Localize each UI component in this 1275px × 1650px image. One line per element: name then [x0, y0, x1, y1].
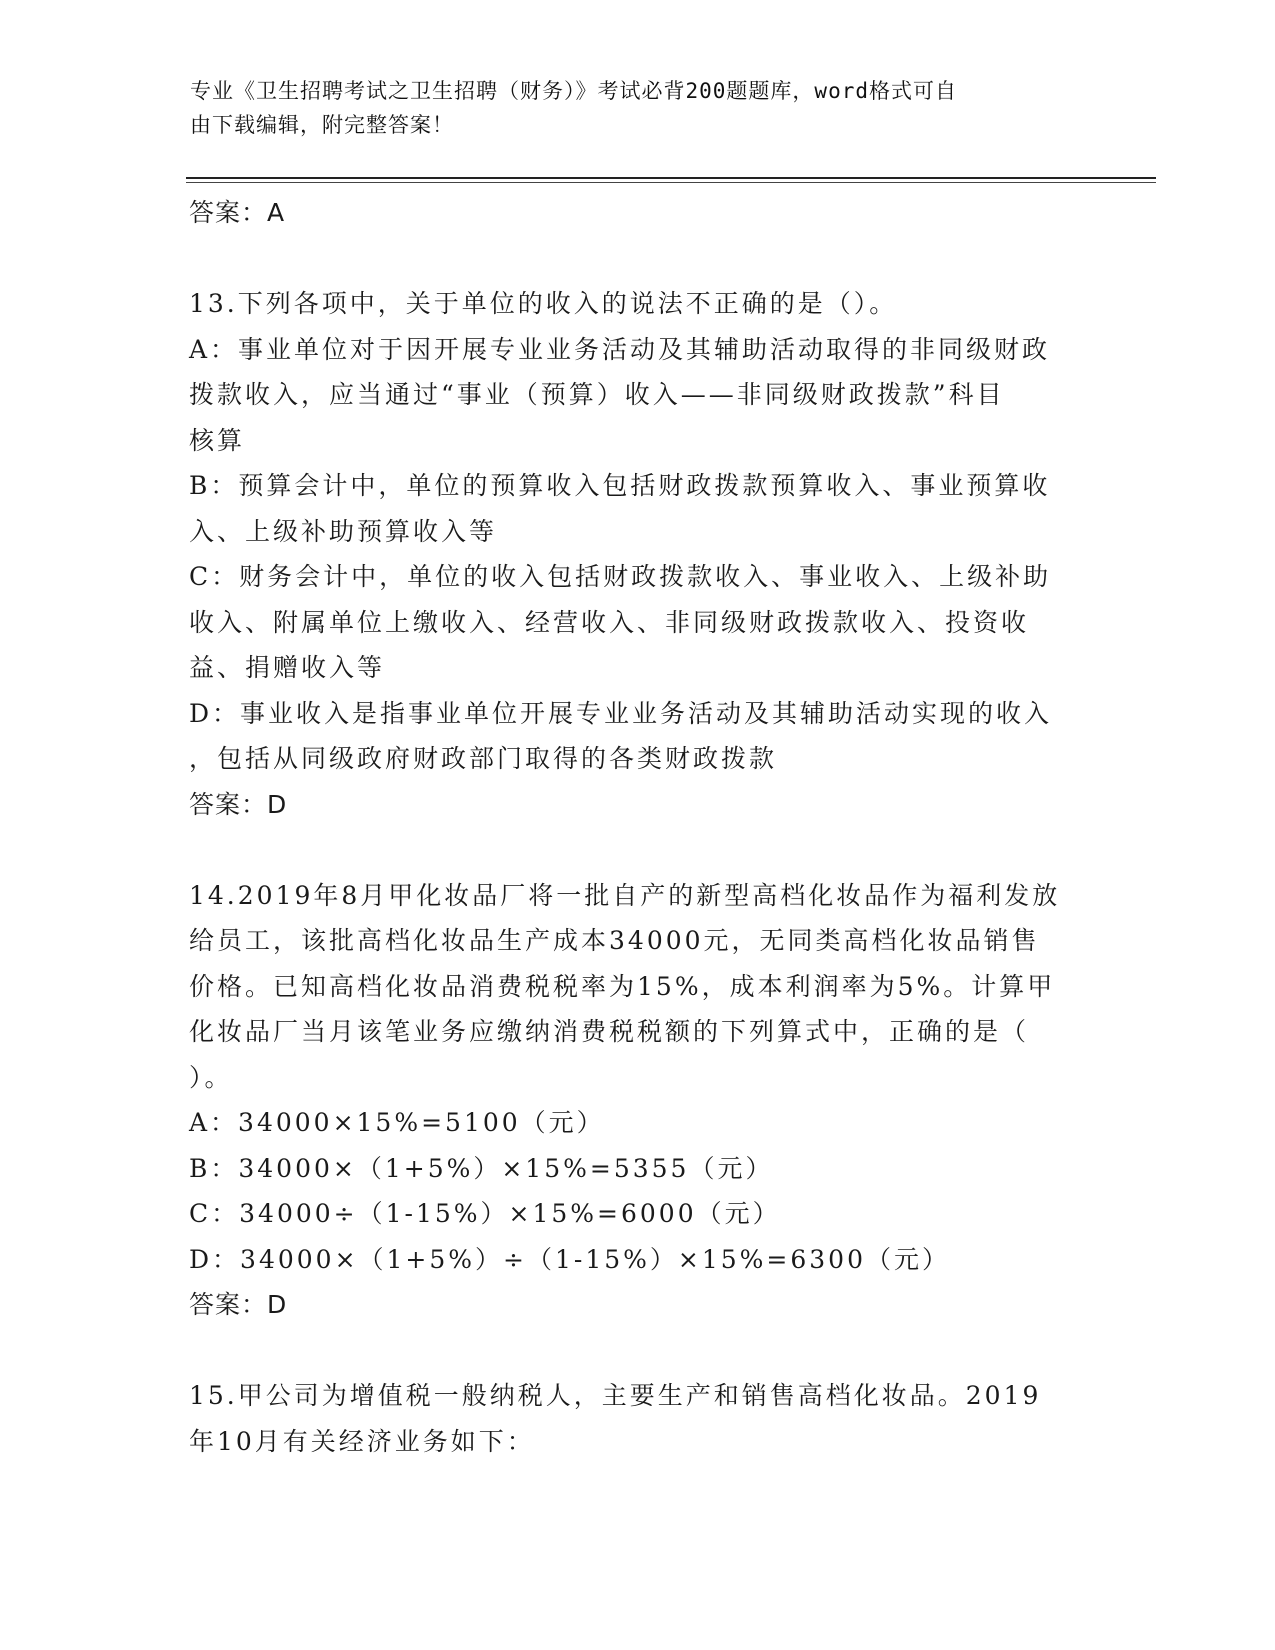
document-body	[189, 190, 1089, 1464]
question-13-option-d	[189, 691, 1089, 782]
question-14-answer: 答案：D	[189, 1290, 288, 1319]
header-line-2: 由下载编辑，附完整答案！	[190, 113, 454, 137]
spacer	[189, 1328, 1089, 1374]
header-divider-thin	[186, 182, 1156, 183]
header-divider-thick	[186, 177, 1156, 179]
question-13-option-c	[189, 554, 1089, 691]
stem-line: 年10月有关经济业务如下：	[189, 1426, 535, 1456]
stem-line: ）。	[189, 1062, 233, 1092]
answer-previous-question: 答案：A	[189, 198, 286, 227]
option-line: 益、捐赠收入等	[189, 653, 386, 682]
option-line: C：财务会计中，单位的收入包括财政拨款收入、事业收入、上级补助	[189, 562, 1052, 591]
option-line: ，包括从同级政府财政部门取得的各类财政拨款	[189, 744, 778, 773]
question-13-option-b	[189, 463, 1089, 554]
question-13	[189, 281, 1089, 827]
question-14-stem	[189, 873, 1089, 1101]
question-14-option-d: D：34000×（1+5%）÷（1-15%）×15%=6300（元）	[189, 1244, 950, 1274]
spacer	[189, 236, 1089, 282]
stem-line: 化妆品厂当月该笔业务应缴纳消费税税额的下列算式中，正确的是（	[189, 1017, 1030, 1046]
stem-line: 给员工，该批高档化妆品生产成本34000元，无同类高档化妆品销售	[189, 926, 1040, 955]
header-line-1: 专业《卫生招聘考试之卫生招聘（财务）》考试必背200题题库，word格式可自	[190, 79, 957, 103]
question-14-option-c: C：34000÷（1-15%）×15%=6000（元）	[189, 1199, 781, 1228]
stem-line: 15.甲公司为增值税一般纳税人，主要生产和销售高档化妆品。2019	[189, 1381, 1042, 1410]
option-line: D：事业收入是指事业单位开展专业业务活动及其辅助活动实现的收入	[189, 698, 1053, 728]
stem-line: 14.2019年8月甲化妆品厂将一批自产的新型高档化妆品作为福利发放	[189, 880, 1061, 910]
option-line: 入、上级补助预算收入等	[189, 516, 498, 546]
question-13-stem: 13.下列各项中，关于单位的收入的说法不正确的是（）。	[189, 289, 898, 318]
question-15	[189, 1373, 1089, 1464]
question-13-answer: 答案：D	[189, 789, 288, 819]
option-line: A：事业单位对于因开展专业业务活动及其辅助活动取得的非同级财政	[189, 334, 1051, 364]
question-13-option-a	[189, 327, 1089, 464]
option-line: B：预算会计中，单位的预算收入包括财政拨款预算收入、事业预算收	[189, 471, 1051, 500]
question-14	[189, 873, 1089, 1328]
option-line: 拨款收入，应当通过“事业（预算）收入——非同级财政拨款”科目	[189, 380, 1005, 409]
option-line: 收入、附属单位上缴收入、经营收入、非同级财政拨款收入、投资收	[189, 607, 1030, 637]
spacer	[189, 827, 1089, 873]
question-14-option-a: A：34000×15%=5100（元）	[189, 1108, 605, 1137]
stem-line: 价格。已知高档化妆品消费税税率为15%，成本利润率为5%。计算甲	[189, 971, 1056, 1001]
option-line: 核算	[189, 425, 246, 455]
page-header	[190, 74, 1070, 142]
question-14-option-b: B：34000×（1+5%）×15%=5355（元）	[189, 1153, 774, 1183]
